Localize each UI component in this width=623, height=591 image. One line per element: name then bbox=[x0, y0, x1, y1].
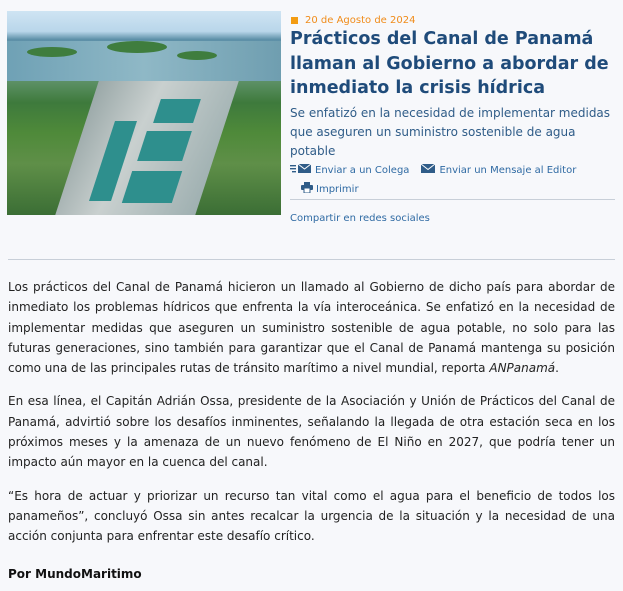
article-title: Prácticos del Canal de Panamá llaman al Gobierno a abordar de inmediato la crisis hídrica bbox=[290, 29, 609, 98]
send-to-colleague-label: Enviar a un Colega bbox=[315, 164, 410, 176]
share-social-link[interactable]: Compartir en redes sociales bbox=[290, 213, 430, 224]
article-paragraph: “Es hora de actuar y priorizar un recurso tan vital como el agua para el beneficio de todos los panameños”, concluyó Ossa sin antes recalcar la urgencia de la situación y la necesidad de una acción conjunta para enfrentar este desafío crítico. bbox=[8, 488, 615, 544]
print-label: Imprimir bbox=[316, 183, 359, 195]
article-body bbox=[8, 277, 615, 560]
article-paragraph: Los prácticos del Canal de Panamá hicieron un llamado al Gobierno de dicho país para abordar de inmediato los problemas hídricos que enfrenta la vía interoceánica. Se enfatizó en la necesidad de implementar medidas que aseguren un suministro sostenible de agua potable, no solo para las futuras generaciones, sino también para garantizar que el Canal de Panamá mantenga su posición como una de las principales rutas de tránsito marítimo a nivel mundial, reporta ANPanamá. bbox=[8, 280, 615, 376]
article-subtitle: Se enfatizó en la necesidad de implementar medidas que aseguren un suministro sostenible de agua potable bbox=[290, 106, 611, 158]
envelope-list-icon bbox=[290, 163, 312, 177]
article-photo bbox=[7, 11, 281, 215]
print-link[interactable] bbox=[301, 182, 359, 196]
publish-date bbox=[291, 13, 415, 27]
divider bbox=[8, 259, 615, 260]
send-to-editor-label: Enviar un Mensaje al Editor bbox=[439, 164, 577, 176]
envelope-icon bbox=[421, 163, 436, 177]
date-marker bbox=[291, 17, 298, 24]
source-name: ANPanamá bbox=[489, 361, 556, 376]
send-to-colleague-link[interactable] bbox=[290, 163, 409, 177]
send-to-editor-link[interactable] bbox=[421, 163, 576, 177]
article-paragraph: En esa línea, el Capitán Adrián Ossa, presidente de la Asociación y Unión de Prácticos del Canal de Panamá, advirtió sobre los desafíos inminentes, señalando la llegada de otra estación seca en los próximos meses y la amenaza de un nuevo fenómeno de El Niño en 2027, que podría tener un impacto aún mayor en la cuenca del canal. bbox=[8, 394, 615, 470]
article-byline: Por MundoMaritimo bbox=[8, 567, 142, 581]
divider bbox=[290, 199, 615, 200]
share-actions bbox=[290, 163, 588, 177]
date-text: 20 de Agosto de 2024 bbox=[305, 14, 416, 26]
printer-icon bbox=[301, 182, 313, 196]
